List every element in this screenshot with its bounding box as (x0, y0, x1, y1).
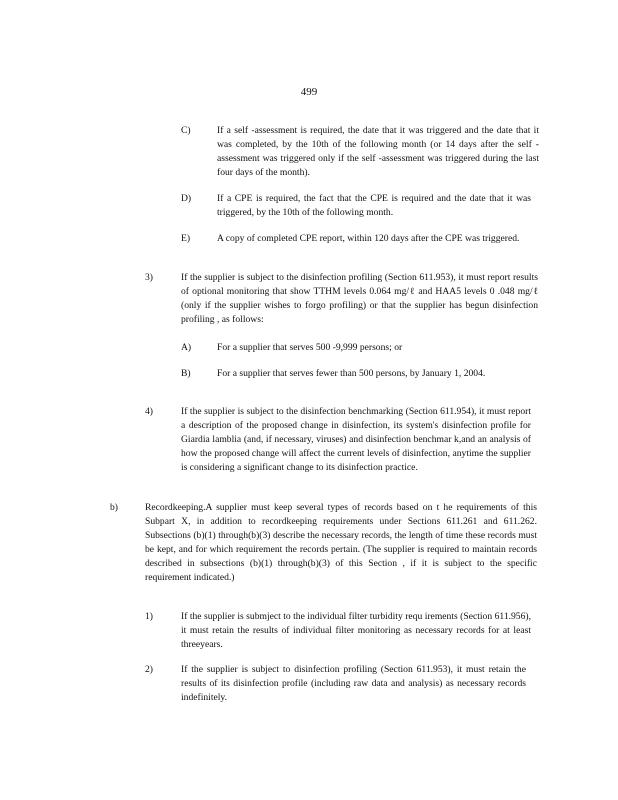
item-a-text: For a supplier that serves 500 -9,999 persons; or (217, 342, 403, 353)
item-b (0, 501, 618, 601)
page-number: 499 (300, 86, 318, 98)
item-b1-text: If the supplier is submject to the individual filter turbidity requ irements (Section 611.956), it must retain the results of individual filter monitoring as necessary records for at least threeyears. (181, 611, 531, 650)
item-b2 (0, 663, 618, 707)
item-e-label: E) (181, 233, 191, 244)
item-e-text: A copy of completed CPE report, within 120 days after the CPE was triggered. (217, 233, 520, 244)
item-b1-label: 1) (145, 611, 153, 622)
item-b2-label: 2) (145, 664, 153, 675)
item-3-text: If the supplier is subject to the disinfection profiling (Section 611.953), it must report results of optional monitoring that show TTHM levels 0.064 mg/ℓ and HAA5 levels 0 .048 mg/ℓ (only if the supplier wishes to forgo profiling) or that the supplier has begun disinfection profiling , as follows: (181, 272, 538, 325)
item-b-label: b) (110, 502, 118, 513)
item-3-label: 3) (145, 272, 153, 283)
item-b1 (0, 610, 618, 654)
item-c-label: C) (181, 125, 191, 136)
item-b2-text: If the supplier is subject to disinfection profiling (Section 611.953), it must retain the results of its disinfection profile (including raw data and analysis) as necessary records indefinitely. (181, 664, 526, 703)
item-c (0, 124, 618, 182)
item-b-sub (0, 367, 618, 397)
item-b-sub-text: For a supplier that serves fewer than 500 persons, by January 1, 2004. (217, 368, 486, 379)
item-4-text: If the supplier is subject to the disinfection benchmarking (Section 611.954), it must report a description of the proposed change in disinfection, its system's disinfection profile for Giardia lamblia (and, if necessary, viruses) and disinfection benchmar k,and an analysis of how the proposed change will affect the current levels of disinfection, anytime the supplier is considering a significant change to its disinfection practice. (181, 406, 531, 473)
item-4-label: 4) (145, 406, 153, 417)
item-d (0, 192, 618, 222)
item-a (0, 341, 618, 357)
item-d-label: D) (181, 193, 192, 204)
item-4 (0, 405, 618, 491)
item-b-sub-label: B) (181, 368, 191, 379)
item-d-text: If a CPE is required, the fact that the CPE is required and the date that it was triggered, by the 10th of the following month. (217, 193, 531, 218)
item-b-text: Recordkeeping.A supplier must keep several types of records based on t he requirements of this Subpart X, in addition to recordkeeping requirements under Sections 611.261 and 611.262. Subsections (b)(1) through(b)(3) describe the necessary records, the length of time these records must be kept, and for which requirement the records pertain. (The supplier is required to maintain records described in subsections (b)(1) through(b)(3) of this Section , if it is subject to the specific requirement indicated.) (145, 502, 537, 583)
item-e (0, 232, 618, 262)
item-c-text: If a self -assessment is required, the date that it was triggered and the date that it was completed, by the 10th of the following month (or 14 days after the self -assessment was triggered only if the self -assessment was triggered during the last four days of the month). (217, 125, 539, 178)
item-3 (0, 271, 618, 331)
item-a-label: A) (181, 342, 192, 353)
